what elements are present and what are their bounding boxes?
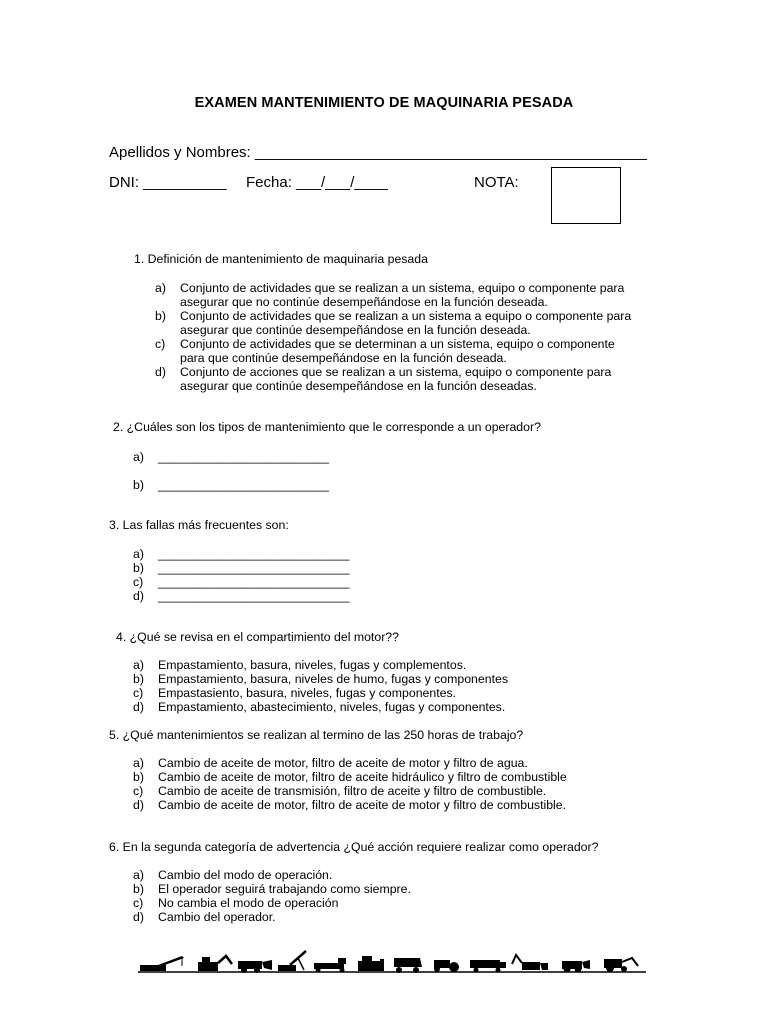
question-3: 3. Las fallas más frecuentes son: [109,518,289,532]
option-text: Conjunto de acciones que se realizan a un sistema, equipo o componente para [180,365,612,379]
grade-label: NOTA: [474,174,519,191]
option-text: Empastamiento, basura, niveles, fugas y complementos. [158,658,467,672]
question-1-option-b [155,309,675,337]
grader-icon [314,958,346,973]
option-text: para que continúe desempeñándose en la función deseada. [180,351,507,365]
option-text: Cambio de aceite de motor, filtro de aceite de motor y filtro de agua. [158,756,528,770]
option-label: a) [133,658,144,672]
option-label: d) [133,910,144,924]
truck-icon [470,960,506,973]
option-text: Cambio del operador. [158,910,276,924]
question-2: 2. ¿Cuáles son los tipos de mantenimiento que le corresponde a un operador? [113,420,541,434]
question-4-option-d [133,700,553,714]
question-4-option-b [133,672,553,686]
date-field: Fecha: ___/___/____ [246,174,388,191]
option-label: d) [133,798,144,812]
option-label: d) [133,589,144,603]
dni-field: DNI: __________ [109,174,227,191]
option-text: asegurar que no continúe desempeñándose en la función deseada. [180,295,548,309]
drill-rig-icon [278,951,306,971]
option-label: b) [133,561,144,575]
answer-blank: ____________________________ [158,561,350,575]
option-text: Cambio de aceite de transmisión, filtro de aceite y filtro de combustible. [158,784,547,798]
option-label: a) [155,281,166,295]
option-label: d) [133,700,144,714]
roller-icon [434,960,459,972]
question-1: 1. Definición de mantenimiento de maquinaria pesada [134,252,428,266]
option-text: asegurar que continúe desempeñándose en la función deseadas. [180,379,537,393]
question-1-option-d [155,365,675,393]
option-label: a) [133,756,144,770]
answer-blank: ____________________________ [158,547,350,561]
question-4: 4. ¿Qué se revisa en el compartimiento del motor?? [116,630,399,644]
loader-icon [238,960,272,973]
page-title: EXAMEN MANTENIMIENTO DE MAQUINARIA PESADA [194,95,574,111]
option-label: a) [133,450,144,464]
question-4-option-a [133,658,553,672]
option-text: Cambio de aceite de motor, filtro de aceite de motor y filtro de combustible. [158,798,567,812]
option-text: Conjunto de actividades que se determinan a un sistema, equipo o componente [180,337,615,351]
option-label: b) [155,309,166,323]
question-3-option-d [133,589,433,603]
backhoe-icon [512,955,548,970]
dozer-icon [358,956,384,971]
question-5-option-c [133,784,613,798]
machinery-footer-strip [138,950,646,976]
question-6: 6. En la segunda categoría de advertencia ¿Qué acción requiere realizar como operador? [109,840,599,854]
option-text: No cambia el modo de operación [158,896,339,910]
question-5: 5. ¿Qué mantenimientos se realizan al termino de las 250 horas de trabajo? [109,728,524,742]
question-6-option-b [133,882,513,896]
option-text: Conjunto de actividades que se realizan a un sistema a equipo o componente para [180,309,632,323]
tractor-icon [604,958,638,972]
option-text: Cambio del modo de operación. [158,868,333,882]
option-label: c) [133,896,144,910]
wheel-loader-icon [562,960,590,973]
question-6-option-d [133,910,513,924]
option-text: Empastamiento, basura, niveles de humo, fugas y componentes [158,672,508,686]
option-label: c) [155,337,166,351]
answer-blank: _________________________ [158,478,329,492]
option-text: Conjunto de actividades que se realizan a un sistema, equipo o componente para [180,281,625,295]
option-label: a) [133,547,144,561]
option-text: El operador seguirá trabajando como siempre. [158,882,411,896]
option-text: Empastasiento, basura, niveles, fugas y componentes. [158,686,457,700]
option-label: b) [133,770,144,784]
question-2-option-a [133,450,433,464]
name-field: Apellidos y Nombres: _______________________________________________ [109,144,647,161]
answer-blank: ____________________________ [158,575,350,589]
crane-icon [140,956,184,971]
option-label: b) [133,672,144,686]
answer-blank: ____________________________ [158,589,350,603]
option-text: Empastamiento, abastecimiento, niveles, fugas y componentes. [158,700,506,714]
question-5-option-b [133,770,613,784]
option-label: b) [133,478,144,492]
option-label: c) [133,784,144,798]
option-label: d) [155,365,166,379]
question-6-option-c [133,896,513,910]
option-text: asegurar que continúe desempeñándose en la función deseada. [180,323,531,337]
option-label: a) [133,868,144,882]
question-4-option-c [133,686,553,700]
question-3-option-c [133,575,433,589]
grade-box [551,167,621,224]
option-label: c) [133,575,144,589]
question-6-option-a [133,868,513,882]
option-label: c) [133,686,144,700]
question-1-option-c [155,337,675,365]
excavator-icon [198,956,232,971]
question-1-option-a [155,281,675,309]
question-5-option-d [133,798,613,812]
question-3-option-a [133,547,433,561]
option-label: b) [133,882,144,896]
option-text: Cambio de aceite de motor, filtro de aceite hidráulico y filtro de combustible [158,770,567,784]
dump-truck-icon [394,958,422,973]
answer-blank: _________________________ [158,450,329,464]
question-2-option-b [133,478,433,492]
question-3-option-b [133,561,433,575]
question-5-option-a [133,756,613,770]
